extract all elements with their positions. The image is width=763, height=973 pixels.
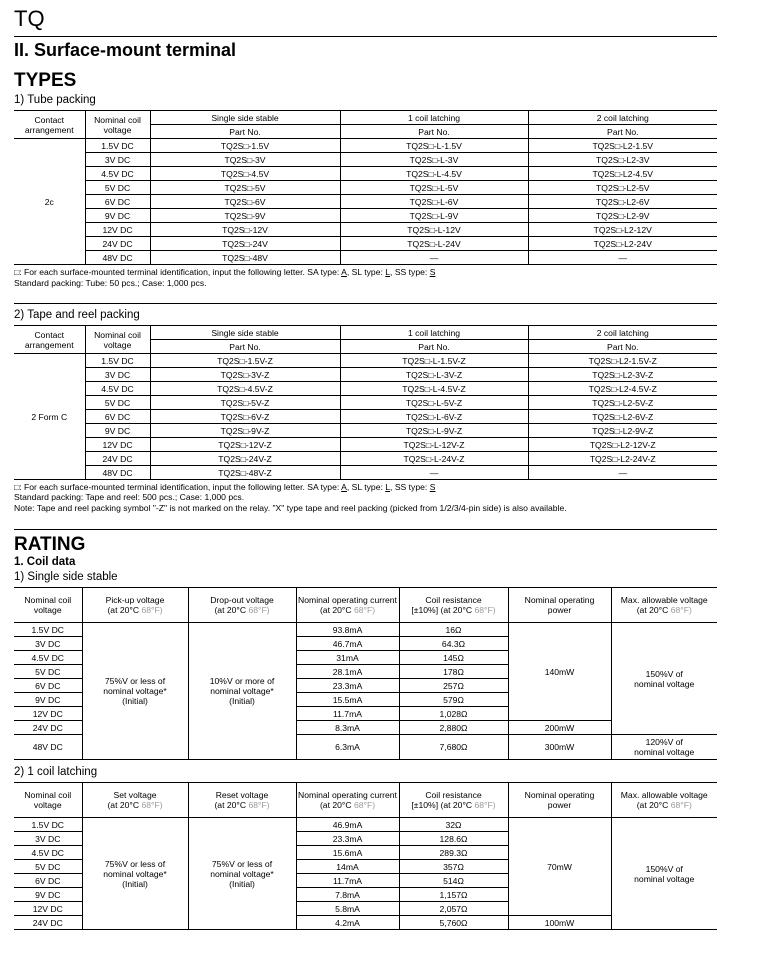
operating-current: 23.3mA: [296, 679, 399, 693]
cell-line: 120%V of: [645, 737, 683, 747]
single-side-stable-table: [14, 587, 717, 760]
header-fahrenheit: 68°F): [474, 605, 496, 615]
max-allowable-voltage: [611, 818, 717, 930]
table-row: [14, 251, 717, 265]
max-allowable-voltage: [611, 735, 717, 760]
header-main: Set voltage: [113, 790, 157, 800]
operating-power: 140mW: [508, 623, 611, 721]
header-row: [14, 111, 717, 125]
part-number: TQ2S□-L2-6V-Z: [528, 410, 717, 424]
header-main: Coil resistance: [425, 790, 482, 800]
header-fahrenheit: 68°F): [474, 800, 496, 810]
table-row: [14, 153, 717, 167]
coil-voltage: 1.5V DC: [85, 139, 150, 153]
part-number: TQ2S□-9V-Z: [150, 424, 340, 438]
column-header: [188, 783, 296, 818]
coil-voltage: 9V DC: [85, 424, 150, 438]
header-sub: (at 20°C: [636, 605, 671, 615]
part-number: TQ2S□-L2-24V-Z: [528, 452, 717, 466]
part-number: —: [528, 251, 717, 265]
cell-line: 75%V or less of: [104, 676, 166, 686]
table-row: [14, 209, 717, 223]
header-fahrenheit: 68°F): [670, 605, 692, 615]
coil-voltage: 12V DC: [85, 223, 150, 237]
rating-heading: RATING: [14, 534, 86, 555]
part-number: TQ2S□-24V-Z: [150, 452, 340, 466]
header-main: Nominal operating current: [298, 790, 397, 800]
divider: [14, 36, 717, 37]
coil-resistance: 32Ω: [399, 818, 508, 832]
divider: [14, 303, 717, 304]
part-number: TQ2S□-L2-3V-Z: [528, 368, 717, 382]
note-letter: S: [429, 267, 436, 277]
note-letter: A: [341, 267, 347, 277]
header-sub: (at 20°C: [107, 800, 142, 810]
table-row: [14, 410, 717, 424]
cell-line: (Initial): [122, 696, 148, 706]
operating-power: 100mW: [508, 916, 611, 930]
coil-resistance: 2,057Ω: [399, 902, 508, 916]
table-row: [14, 396, 717, 410]
part-number: TQ2S□-L2-6V: [528, 195, 717, 209]
column-header: [508, 783, 611, 818]
part-number: TQ2S□-L-24V-Z: [340, 452, 528, 466]
part-number: TQ2S□-12V: [150, 223, 340, 237]
table-row: [14, 181, 717, 195]
product-title: TQ: [14, 6, 45, 31]
table-row: [14, 368, 717, 382]
cell-line: (Initial): [122, 878, 148, 889]
coil-voltage: 5V DC: [14, 860, 82, 874]
operating-current: 6.3mA: [296, 735, 399, 760]
part-number: TQ2S□-L-6V: [340, 195, 528, 209]
header-single: Single side stable: [150, 326, 340, 340]
header-fahrenheit: 68°F): [141, 605, 163, 615]
part-number: TQ2S□-L-12V-Z: [340, 438, 528, 452]
header-main: Drop-out voltage: [210, 595, 274, 605]
header-fahrenheit: 68°F): [353, 605, 376, 615]
table-row: [14, 424, 717, 438]
header-sub: power: [547, 800, 572, 810]
coil-resistance: 145Ω: [399, 651, 508, 665]
dropout-voltage: [188, 818, 296, 930]
part-number: —: [340, 466, 528, 480]
part-number: —: [528, 466, 717, 480]
tube-packing-table: [14, 110, 717, 265]
tube-note-1: [14, 267, 435, 278]
operating-power: 70mW: [508, 818, 611, 916]
header-coil1: 1 coil latching: [340, 326, 528, 340]
part-number: TQ2S□-5V: [150, 181, 340, 195]
column-header: [188, 588, 296, 623]
part-number: TQ2S□-L-9V: [340, 209, 528, 223]
header-sub: voltage: [33, 800, 62, 810]
column-header: [82, 588, 188, 623]
header-part-no: Part No.: [150, 125, 340, 139]
coil-latching-table: [14, 782, 717, 930]
header-sub: (at 20°C: [319, 800, 354, 810]
header-fahrenheit: 68°F): [353, 800, 376, 810]
coil-voltage: 4.5V DC: [14, 651, 82, 665]
coil-voltage: 6V DC: [85, 195, 150, 209]
coil-voltage: 9V DC: [14, 888, 82, 902]
coil-resistance: 514Ω: [399, 874, 508, 888]
table-row: [14, 223, 717, 237]
part-number: TQ2S□-3V: [150, 153, 340, 167]
header-fahrenheit: 68°F): [670, 800, 692, 810]
header-fahrenheit: 68°F): [248, 800, 270, 810]
header-sub: [±10%] (at 20°C: [411, 800, 475, 810]
part-number: TQ2S□-L2-12V: [528, 223, 717, 237]
column-header: [296, 588, 399, 623]
cell-line: 150%V of: [645, 863, 683, 874]
divider: [14, 529, 717, 530]
operating-current: 46.9mA: [296, 818, 399, 832]
operating-current: 14mA: [296, 860, 399, 874]
coil-voltage: 48V DC: [85, 251, 150, 265]
part-number: TQ2S□-3V-Z: [150, 368, 340, 382]
operating-current: 11.7mA: [296, 707, 399, 721]
coil-data-heading: 1. Coil data: [14, 556, 76, 568]
note-text: , SL type:: [346, 482, 386, 492]
table-row: [14, 139, 717, 153]
reel-packing-heading: 2) Tape and reel packing: [14, 309, 140, 321]
contact-arrangement: 2c: [14, 139, 85, 265]
table-row: [14, 623, 717, 637]
header-single: Single side stable: [150, 111, 340, 125]
part-number: TQ2S□-L2-9V: [528, 209, 717, 223]
part-number: TQ2S□-L2-4.5V: [528, 167, 717, 181]
column-header: [611, 588, 717, 623]
coil-resistance: 5,760Ω: [399, 916, 508, 930]
header-main: Reset voltage: [215, 790, 269, 800]
cell-line: nominal voltage: [634, 678, 695, 689]
coil-voltage: 1.5V DC: [14, 818, 82, 832]
header-sub: (at 20°C: [636, 800, 671, 810]
part-number: TQ2S□-L2-5V-Z: [528, 396, 717, 410]
part-number: TQ2S□-1.5V-Z: [150, 354, 340, 368]
header-sub: (at 20°C: [319, 605, 354, 615]
operating-current: 11.7mA: [296, 874, 399, 888]
coil-voltage: 4.5V DC: [85, 382, 150, 396]
part-number: TQ2S□-L-6V-Z: [340, 410, 528, 424]
header-main: Nominal operating: [524, 790, 595, 800]
note-text: □: For each surface-mounted terminal identification, input the following letter. SA type:: [14, 482, 342, 492]
part-number: TQ2S□-24V: [150, 237, 340, 251]
coil-resistance: 257Ω: [399, 679, 508, 693]
section-title: II. Surface-mount terminal: [14, 40, 237, 60]
dropout-voltage: [188, 623, 296, 760]
cell-line: 10%V or more of: [209, 676, 275, 686]
table-row: [14, 354, 717, 368]
coil-voltage: 24V DC: [85, 452, 150, 466]
note-text: □: For each surface-mounted terminal identification, input the following letter. SA type:: [14, 267, 342, 277]
operating-power: 200mW: [508, 721, 611, 735]
coil-voltage: 3V DC: [14, 637, 82, 651]
part-number: TQ2S□-L-1.5V-Z: [340, 354, 528, 368]
operating-current: 28.1mA: [296, 665, 399, 679]
coil-resistance: 2,880Ω: [399, 721, 508, 735]
header-part-no: Part No.: [528, 340, 717, 354]
operating-current: 7.8mA: [296, 888, 399, 902]
header-sub: [±10%] (at 20°C: [411, 605, 475, 615]
reel-note-2: Standard packing: Tape and reel: 500 pcs.; Case: 1,000 pcs.: [14, 492, 245, 502]
note-text: , SL type:: [346, 267, 386, 277]
coil-voltage: 5V DC: [14, 665, 82, 679]
part-number: TQ2S□-4.5V-Z: [150, 382, 340, 396]
pickup-voltage: [82, 818, 188, 930]
operating-current: 93.8mA: [296, 623, 399, 637]
part-number: TQ2S□-L2-9V-Z: [528, 424, 717, 438]
part-number: TQ2S□-L2-12V-Z: [528, 438, 717, 452]
part-number: TQ2S□-48V-Z: [150, 466, 340, 480]
note-letter: L: [385, 267, 391, 277]
part-number: TQ2S□-L-4.5V-Z: [340, 382, 528, 396]
column-header: [14, 783, 82, 818]
coil-voltage: 4.5V DC: [85, 167, 150, 181]
cell-line: nominal voltage*: [103, 868, 167, 879]
part-number: TQ2S□-L-1.5V: [340, 139, 528, 153]
operating-current: 31mA: [296, 651, 399, 665]
operating-current: 23.3mA: [296, 832, 399, 846]
coil-voltage: 24V DC: [14, 916, 82, 930]
header-fahrenheit: 68°F): [248, 605, 270, 615]
header-sub: (at 20°C: [107, 605, 142, 615]
coil-resistance: 178Ω: [399, 665, 508, 679]
coil-resistance: 1,157Ω: [399, 888, 508, 902]
types-heading: TYPES: [14, 70, 77, 91]
part-number: TQ2S□-L-3V: [340, 153, 528, 167]
latching-heading: 2) 1 coil latching: [14, 766, 98, 778]
table-row: [14, 382, 717, 396]
header-row: [14, 326, 717, 340]
table-row: [14, 237, 717, 251]
coil-voltage: 9V DC: [85, 209, 150, 223]
coil-resistance: 357Ω: [399, 860, 508, 874]
table-row: [14, 438, 717, 452]
note-letter: L: [385, 482, 391, 492]
part-number: TQ2S□-L2-24V: [528, 237, 717, 251]
column-header: [508, 588, 611, 623]
part-number: TQ2S□-L-3V-Z: [340, 368, 528, 382]
part-number: TQ2S□-L-5V-Z: [340, 396, 528, 410]
part-number: TQ2S□-L2-1.5V-Z: [528, 354, 717, 368]
header-coil2: 2 coil latching: [528, 326, 717, 340]
column-header: [82, 783, 188, 818]
coil-voltage: 9V DC: [14, 693, 82, 707]
part-number: TQ2S□-L2-4.5V-Z: [528, 382, 717, 396]
header-main: Max. allowable voltage: [620, 595, 708, 605]
part-number: TQ2S□-48V: [150, 251, 340, 265]
header-sub: power: [547, 605, 572, 615]
part-number: TQ2S□-1.5V: [150, 139, 340, 153]
operating-current: 15.6mA: [296, 846, 399, 860]
reel-packing-table: [14, 325, 717, 480]
column-header: [611, 783, 717, 818]
part-number: TQ2S□-L-24V: [340, 237, 528, 251]
coil-voltage: 3V DC: [85, 153, 150, 167]
cell-line: 150%V of: [645, 668, 683, 679]
cell-line: nominal voltage*: [210, 868, 274, 879]
single-side-heading: 1) Single side stable: [14, 571, 118, 583]
part-number: TQ2S□-L-4.5V: [340, 167, 528, 181]
header-main: Coil resistance: [425, 595, 482, 605]
header-part-no: Part No.: [340, 125, 528, 139]
coil-resistance: 7,680Ω: [399, 735, 508, 760]
header-nominal: Nominal coil voltage: [85, 111, 150, 139]
coil-voltage: 24V DC: [85, 237, 150, 251]
coil-resistance: 16Ω: [399, 623, 508, 637]
part-number: —: [340, 251, 528, 265]
note-text: , SS type:: [390, 267, 430, 277]
max-allowable-voltage: [611, 623, 717, 735]
coil-voltage: 12V DC: [14, 902, 82, 916]
table-row: [14, 195, 717, 209]
header-sub: (at 20°C: [214, 800, 249, 810]
header-main: Nominal operating: [524, 595, 595, 605]
header-part-no: Part No.: [150, 340, 340, 354]
header-main: Max. allowable voltage: [620, 790, 708, 800]
part-number: TQ2S□-L-12V: [340, 223, 528, 237]
header-row: [14, 588, 717, 623]
coil-voltage: 12V DC: [14, 707, 82, 721]
coil-resistance: 64.3Ω: [399, 637, 508, 651]
coil-voltage: 1.5V DC: [85, 354, 150, 368]
part-number: TQ2S□-6V: [150, 195, 340, 209]
operating-current: 5.8mA: [296, 902, 399, 916]
cell-line: nominal voltage*: [210, 686, 274, 696]
coil-voltage: 1.5V DC: [14, 623, 82, 637]
header-fahrenheit: 68°F): [141, 800, 163, 810]
pickup-voltage: [82, 623, 188, 760]
coil-voltage: 4.5V DC: [14, 846, 82, 860]
header-sub: voltage: [33, 605, 62, 615]
column-header: [399, 588, 508, 623]
header-main: Nominal operating current: [298, 595, 397, 605]
part-number: TQ2S□-L-9V-Z: [340, 424, 528, 438]
header-main: Pick-up voltage: [105, 595, 165, 605]
coil-voltage: 24V DC: [14, 721, 82, 735]
header-contact: Contact arrangement: [14, 326, 85, 354]
coil-voltage: 6V DC: [14, 679, 82, 693]
coil-resistance: 128.6Ω: [399, 832, 508, 846]
header-row: [14, 783, 717, 818]
coil-voltage: 5V DC: [85, 181, 150, 195]
note-text: , SS type:: [390, 482, 430, 492]
table-row: [14, 452, 717, 466]
part-number: TQ2S□-4.5V: [150, 167, 340, 181]
coil-voltage: 12V DC: [85, 438, 150, 452]
operating-power: 300mW: [508, 735, 611, 760]
part-number: TQ2S□-L-5V: [340, 181, 528, 195]
cell-line: nominal voltage*: [103, 686, 167, 696]
part-number: TQ2S□-9V: [150, 209, 340, 223]
column-header: [14, 588, 82, 623]
header-main: Nominal coil: [24, 595, 72, 605]
part-number: TQ2S□-L2-5V: [528, 181, 717, 195]
operating-current: 15.5mA: [296, 693, 399, 707]
table-row: [14, 167, 717, 181]
header-coil1: 1 coil latching: [340, 111, 528, 125]
column-header: [296, 783, 399, 818]
reel-note-3: Note: Tape and reel packing symbol "-Z" is not marked on the relay. "X" type tape and reel packing (picked from 1/2/3/4-pin side) is also available.: [14, 503, 567, 513]
part-number: TQ2S□-6V-Z: [150, 410, 340, 424]
contact-arrangement: 2 Form C: [14, 354, 85, 480]
cell-line: 75%V or less of: [104, 858, 166, 869]
coil-voltage: 5V DC: [85, 396, 150, 410]
cell-line: nominal voltage: [634, 873, 695, 884]
part-number: TQ2S□-L2-1.5V: [528, 139, 717, 153]
coil-resistance: 579Ω: [399, 693, 508, 707]
coil-voltage: 48V DC: [14, 735, 82, 760]
table-row: [14, 466, 717, 480]
part-number: TQ2S□-12V-Z: [150, 438, 340, 452]
coil-resistance: 289.3Ω: [399, 846, 508, 860]
coil-voltage: 3V DC: [85, 368, 150, 382]
operating-current: 8.3mA: [296, 721, 399, 735]
header-part-no: Part No.: [528, 125, 717, 139]
header-nominal: Nominal coil voltage: [85, 326, 150, 354]
cell-line: (Initial): [229, 878, 255, 889]
header-main: Nominal coil: [24, 790, 72, 800]
cell-line: nominal voltage: [634, 747, 695, 757]
cell-line: 75%V or less of: [211, 858, 273, 869]
header-contact: Contact arrangement: [14, 111, 85, 139]
header-sub: (at 20°C: [214, 605, 249, 615]
part-number: TQ2S□-5V-Z: [150, 396, 340, 410]
part-number: TQ2S□-L2-3V: [528, 153, 717, 167]
note-letter: A: [341, 482, 347, 492]
cell-line: (Initial): [229, 696, 255, 706]
coil-voltage: 6V DC: [85, 410, 150, 424]
tube-note-2: Standard packing: Tube: 50 pcs.; Case: 1,000 pcs.: [14, 278, 207, 288]
coil-voltage: 6V DC: [14, 874, 82, 888]
header-part-no: Part No.: [340, 340, 528, 354]
tube-packing-heading: 1) Tube packing: [14, 94, 96, 106]
note-letter: S: [429, 482, 436, 492]
coil-resistance: 1,028Ω: [399, 707, 508, 721]
coil-voltage: 3V DC: [14, 832, 82, 846]
operating-current: 4.2mA: [296, 916, 399, 930]
table-row: [14, 818, 717, 832]
header-coil2: 2 coil latching: [528, 111, 717, 125]
operating-current: 46.7mA: [296, 637, 399, 651]
column-header: [399, 783, 508, 818]
coil-voltage: 48V DC: [85, 466, 150, 480]
